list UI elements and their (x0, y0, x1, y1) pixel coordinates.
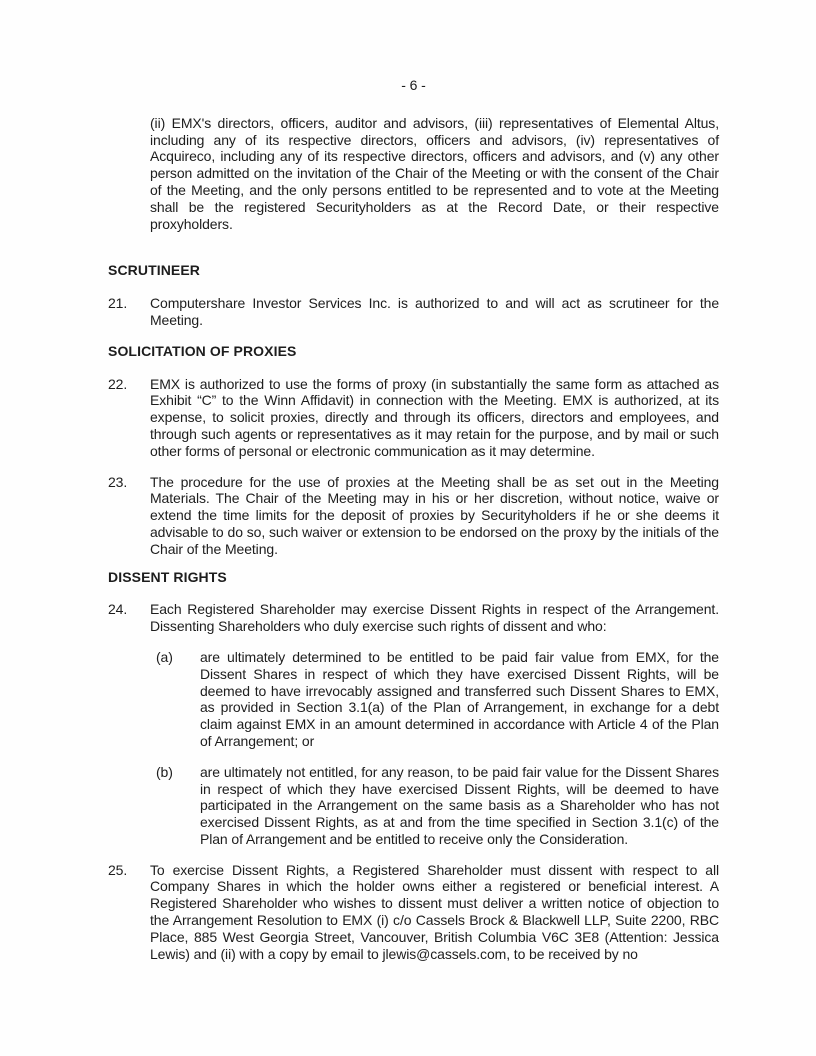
page-number: - 6 - (401, 77, 426, 93)
paragraph-text: The procedure for the use of proxies at the Meeting shall be as set out in the Meeting Materials. The Chair of the Meeting may in his or her discretion, without notice, waive or extend the time limits for the deposit of proxies by Securityholders if he or she deems it advisable to do so, such waiver or extension to be endorsed on the proxy by the initials of the Chair of the Meeting. (150, 473, 719, 557)
section-heading-dissent-rights: DISSENT RIGHTS (108, 568, 227, 585)
numbered-paragraph-24 (108, 601, 719, 635)
paragraph-text: To exercise Dissent Rights, a Registered Shareholder must dissent with respect to all Company Shares in which the holder owns either a registered or beneficial interest. A Registered Shareholder who wishes to dissent must deliver a written notice of objection to the Arrangement Resolution to EMX (i) c/o Cassels Brock & Blackwell LLP, Suite 2200, RBC Place, 885 West Georgia Street, Vancouver, British Columbia V6C 3E8 (Attention: Jessica Lewis) and (ii) with a copy by email to jlewis@cassels.com, to be received by no (150, 861, 719, 962)
numbered-paragraph-22 (108, 376, 719, 460)
sub-paragraph-text: are ultimately determined to be entitled to be paid fair value from EMX, for the Dissent Shares in respect of which they have exercised Dissent Rights, will be deemed to have irrevocably assigned and transferred such Dissent Shares to EMX, as provided in Section 3.1(a) of the Plan of Arrangement, in exchange for a debt claim against EMX in an amount determined in accordance with Article 4 of the Plan of Arrangement; or (200, 648, 719, 749)
page-content (0, 115, 816, 963)
section-heading-solicitation-of-proxies: SOLICITATION OF PROXIES (108, 342, 297, 359)
sub-paragraph-24b (156, 764, 719, 848)
paragraph-number: 24. (108, 601, 128, 618)
numbered-paragraph-23 (108, 474, 719, 558)
paragraph-number: 23. (108, 473, 128, 490)
paragraph-number: 25. (108, 861, 128, 878)
section-heading-scrutineer: SCRUTINEER (108, 262, 201, 279)
paragraph-text: Computershare Investor Services Inc. is authorized to and will act as scrutineer for the Meeting. (150, 295, 719, 328)
sub-paragraph-24a (156, 649, 719, 750)
paragraph-number: 22. (108, 375, 128, 392)
paragraph-text: EMX is authorized to use the forms of proxy (in substantially the same form as attached as Exhibit “C” to the Winn Affidavit) in connection with the Meeting. EMX is authorized, at its expense, to solicit proxies, directly and through its officers, directors and employees, and through such agents or representatives as it may retain for the purpose, and by mail or such other forms of personal or electronic communication as it may determine. (150, 375, 719, 459)
paragraph-text: Each Registered Shareholder may exercise Dissent Rights in respect of the Arrangement. Dissenting Shareholders who duly exercise such rights of dissent and who: (150, 601, 719, 635)
sub-paragraph-text: are ultimately not entitled, for any reason, to be paid fair value for the Dissent Shares in respect of which they have exercised Dissent Rights, will be deemed to have participated in the Arrangement on the same basis as a Shareholder who has not exercised Dissent Rights, as at and from the time specified in Section 3.1(c) of the Plan of Arrangement and be entitled to receive only the Consideration. (200, 763, 719, 847)
numbered-paragraph-21 (108, 295, 719, 329)
paragraph-continuation: (ii) EMX's directors, officers, auditor and advisors, (iii) representatives of Elemental Altus, including any of its respective directors, officers and advisors, (iv) representatives of Acquireco, including any of its respective directors, officers and advisors, and (v) any other person admitted on the invitation of the Chair of the Meeting or with the consent of the Chair of the Meeting, and the only persons entitled to be represented and to vote at the Meeting shall be the registered Securityholders as at the Record Date, or their respective proxyholders. (150, 114, 719, 232)
sub-paragraph-label: (b) (156, 763, 173, 780)
paragraph-number: 21. (108, 295, 128, 312)
numbered-paragraph-25 (108, 862, 719, 963)
sub-paragraph-label: (a) (156, 648, 173, 665)
